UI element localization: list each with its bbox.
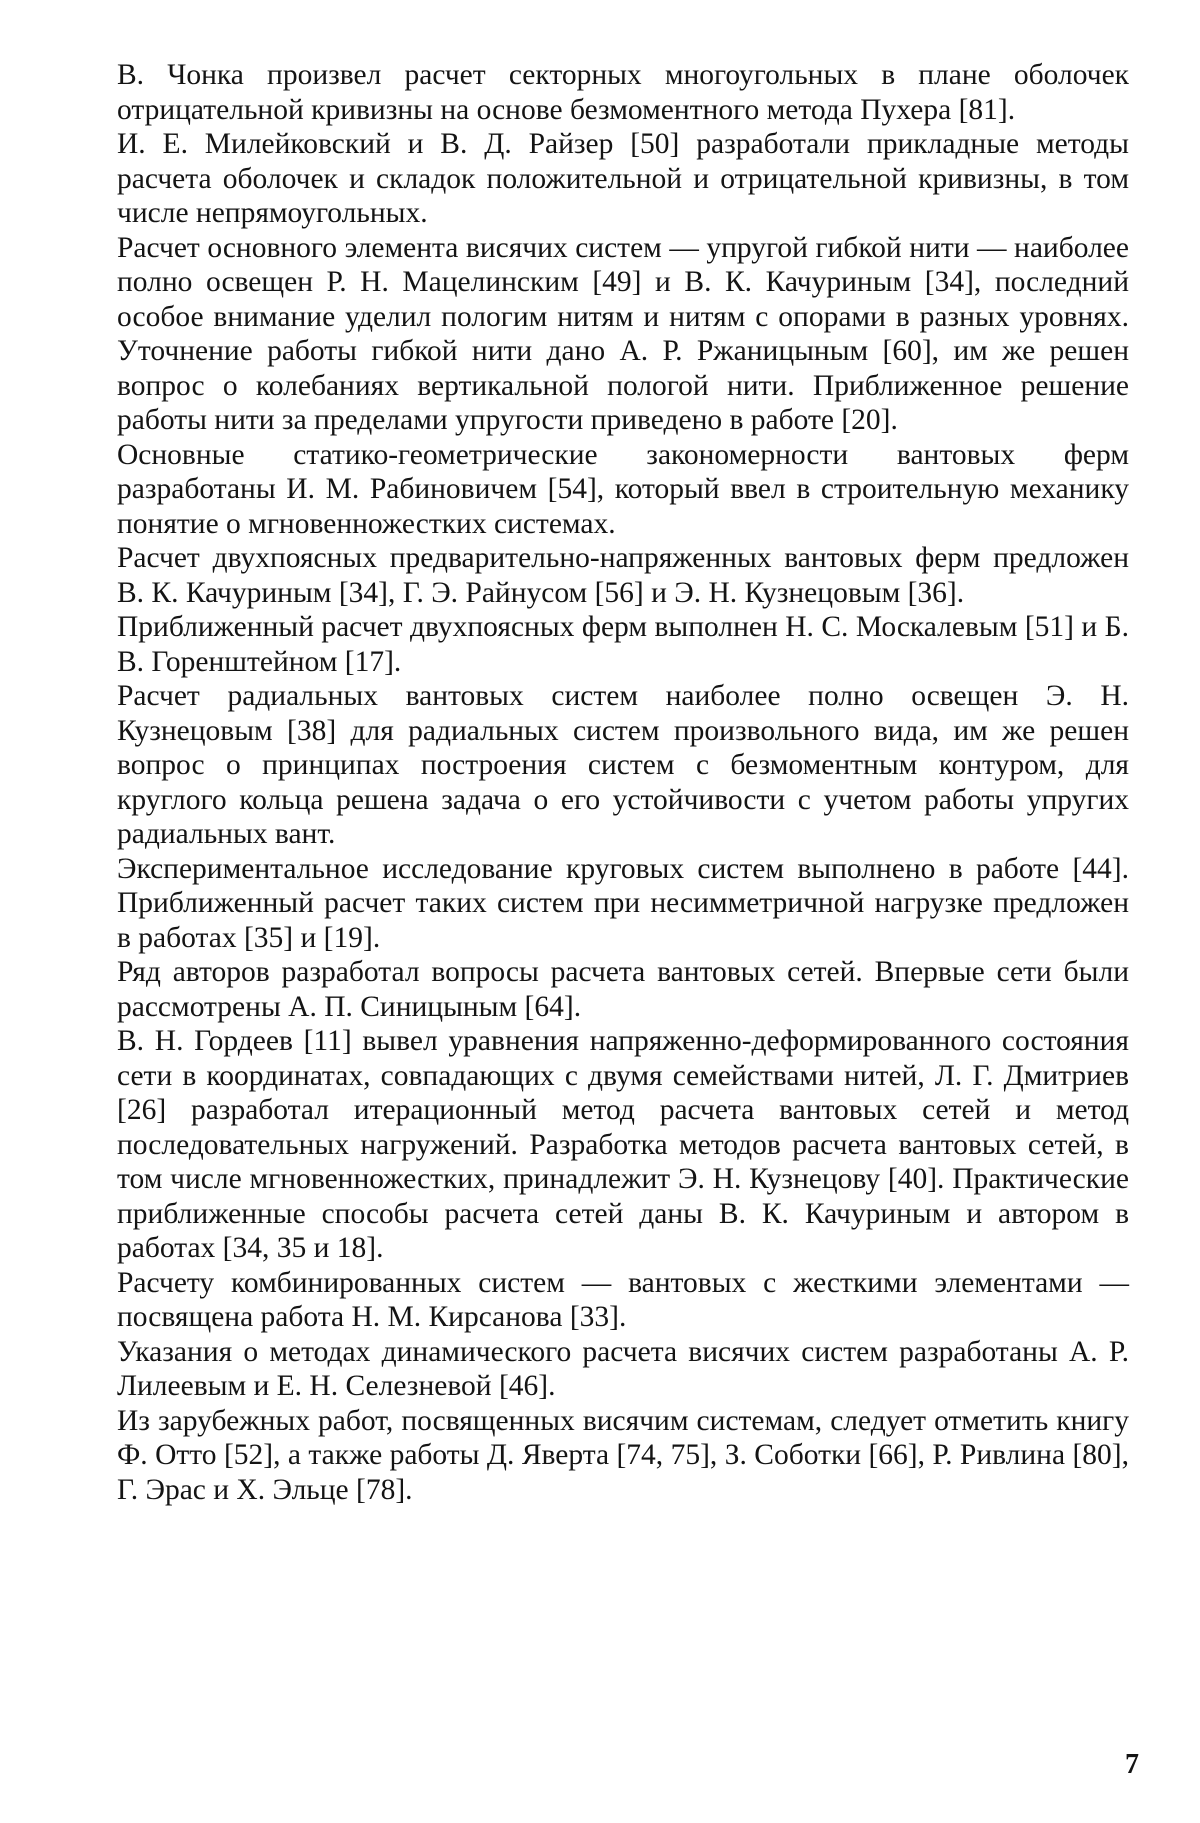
paragraph-5: Расчет двухпоясных предварительно-напряженных вантовых ферм предложен В. К. Качуриным [34], Г. Э. Райнусом [56] и Э. Н. Кузнецовым [36].	[117, 542, 1129, 609]
paragraph-3: Расчет основного элемента висячих систем — упругой гибкой нити — наиболее полно освещен Р. Н. Мацелинским [49] и В. К. Качуриным [34], последний особое внимание уделил пологим нитям и нитям с опорами в разных уровнях. Уточнение работы гибкой нити дано А. Р. Ржаницыным [60], им же решен вопрос о колебаниях вертикальной пологой нити. Приближенное решение работы нити за пределами упругости приведено в работе [20].	[117, 231, 1129, 436]
paragraph-7: Расчет радиальных вантовых систем наиболее полно освещен Э. Н. Кузнецовым [38] для радиальных систем произвольного вида, им же решен вопрос о принципах построения систем с безмоментным контуром, для круглого кольца решена задача о его устойчивости с учетом работы упругих радиальных вант.	[117, 680, 1129, 850]
page-number: 7	[1125, 1749, 1139, 1780]
paragraph-8: Экспериментальное исследование круговых систем выполнено в работе [44]. Приближенный расчет таких систем при несимметричной нагрузке предложен в работах [35] и [19].	[117, 852, 1129, 954]
paragraph-13: Из зарубежных работ, посвященных висячим системам, следует отметить книгу Ф. Отто [52], а также работы Д. Яверта [74, 75], З. Соботки [66], Р. Ривлина [80], Г. Эрас и Х. Эльце [78].	[117, 1404, 1129, 1506]
paragraph-4: Основные статико-геометрические закономерности вантовых ферм разработаны И. М. Рабиновичем [54], который ввел в строительную механику понятие о мгновенножестких системах.	[117, 438, 1129, 540]
paragraph-11: Расчету комбинированных систем — вантовых с жесткими элементами — посвящена работа Н. М. Кирсанова [33].	[117, 1266, 1129, 1333]
paragraph-9: Ряд авторов разработал вопросы расчета вантовых сетей. Впервые сети были рассмотрены А. П. Синицыным [64].	[117, 956, 1129, 1023]
paragraph-10: В. Н. Гордеев [11] вывел уравнения напряженно-деформированного состояния сети в координатах, совпадающих с двумя семействами нитей, Л. Г. Дмитриев [26] разработал итерационный метод расчета вантовых сетей и метод последовательных нагружений. Разработка методов расчета вантовых сетей, в том числе мгновенножестких, принадлежит Э. Н. Кузнецову [40]. Практические приближенные способы расчета сетей даны В. К. Качуриным и автором в работах [34, 35 и 18].	[117, 1025, 1129, 1264]
body-text	[117, 58, 1129, 1507]
paragraph-1: В. Чонка произвел расчет секторных многоугольных в плане оболочек отрицательной кривизны на основе безмоментного метода Пухера [81].	[117, 59, 1129, 126]
paragraph-2: И. Е. Милейковский и В. Д. Райзер [50] разработали прикладные методы расчета оболочек и складок положительной и отрицательной кривизны, в том числе непрямоугольных.	[117, 128, 1129, 229]
paragraph-12: Указания о методах динамического расчета висячих систем разработаны А. Р. Лилеевым и Е. Н. Селезневой [46].	[117, 1335, 1129, 1402]
paragraph-6: Приближенный расчет двухпоясных ферм выполнен Н. С. Москалевым [51] и Б. В. Горенштейном [17].	[117, 611, 1129, 678]
